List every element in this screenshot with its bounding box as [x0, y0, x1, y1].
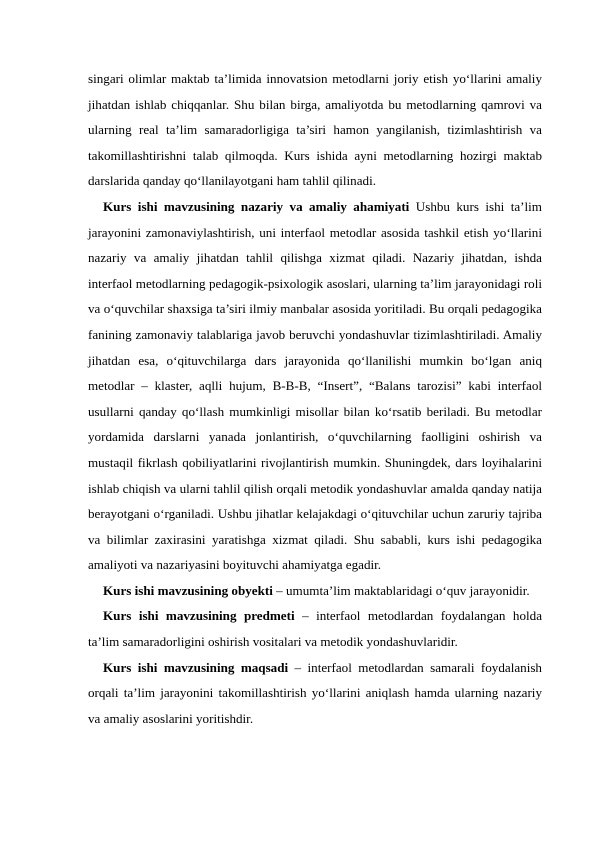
section-heading-goal: Kurs ishi mavzusining maqsadi	[103, 659, 289, 675]
document-page	[88, 66, 542, 731]
paragraph-goal	[88, 655, 542, 732]
paragraph-subject	[88, 603, 542, 654]
section-heading-subject: Kurs ishi mavzusining predmeti	[103, 608, 295, 624]
paragraph-text: singari olimlar maktab ta’limida innovatsion metodlarni joriy etish yo‘llarini amaliy jihatdan ishlab chiqqanlar. Shu bilan birga, amaliyotda bu metodlarning qamrovi va ularning real ta’lim samaradorligiga ta’siri hamon yangilanish, tizimlashtirish va takomillashtirishni talab qilmoqda. Kurs ishida ayni metodlarning hozirgi maktab darslarida qanday qo‘llanilayotgani ham tahlil qilinadi.	[88, 71, 542, 189]
paragraph-object	[88, 578, 542, 604]
paragraph-text: Ushbu kurs ishi ta’lim jarayonini zamonaviylashtirish, uni interfaol metodlar asosida tashkil etish yo‘llarini nazariy va amaliy jihatdan tahlil qilishga xizmat qiladi. Nazariy jihatdan, ishda interfaol metodlarning pedagogik-psixologik asoslari, ularning ta’lim jarayonidagi roli va o‘quvchilar shaxsiga ta’siri ilmiy manbalar asosida yoritiladi. Bu orqali pedagogika fanining zamonaviy talablariga javob beruvchi yondashuvlar tizimlashtiriladi. Amaliy jihatdan esa, o‘qituvchilarga dars jarayonida qo‘llanilishi mumkin bo‘lgan aniq metodlar – klaster, aqlli hujum, B-B-B, “Insert”, “Balans tarozisi” kabi interfaol usullarni qanday qo‘llash mumkinligi misollar bilan ko‘rsatib beriladi. Bu metodlar yordamida darslarni yanada jonlantirish, o‘quvchilarning faolligini oshirish va mustaqil fikrlash qobiliyatlarini rivojlantirish mumkin. Shuningdek, dars loyihalarini ishlab chiqish va ularni tahlil qilish orqali metodik yondashuvlar amalda qanday natija berayotgani o‘rganiladi. Ushbu jihatlar kelajakdagi o‘qituvchilar uchun zaruriy tajriba va bilimlar zaxirasini yaratishga xizmat qiladi. Shu sababli, kurs ishi pedagogika amaliyoti va nazariyasini boyituvchi ahamiyatga egadir.	[88, 198, 542, 573]
paragraph-text: – interfaol metodlardan foydalangan holda ta’lim samaradorligini oshirish vositalari va metodik yondashuvlaridir.	[88, 608, 543, 650]
paragraph-significance	[88, 194, 542, 578]
paragraph-text: – umumta’lim maktablaridagi o‘quv jarayonidir.	[272, 582, 530, 598]
section-heading-object: Kurs ishi mavzusining obyekti	[103, 582, 273, 598]
section-heading-significance: Kurs ishi mavzusining nazariy va amaliy ahamiyati	[103, 198, 410, 214]
paragraph-text: – interfaol metodlardan samarali foydalanish orqali ta’lim jarayonini takomillashtirish yo‘llarini aniqlash hamda ularning nazariy va amaliy asoslarini yoritishdir.	[88, 659, 542, 726]
paragraph-intro-continuation	[88, 66, 542, 194]
